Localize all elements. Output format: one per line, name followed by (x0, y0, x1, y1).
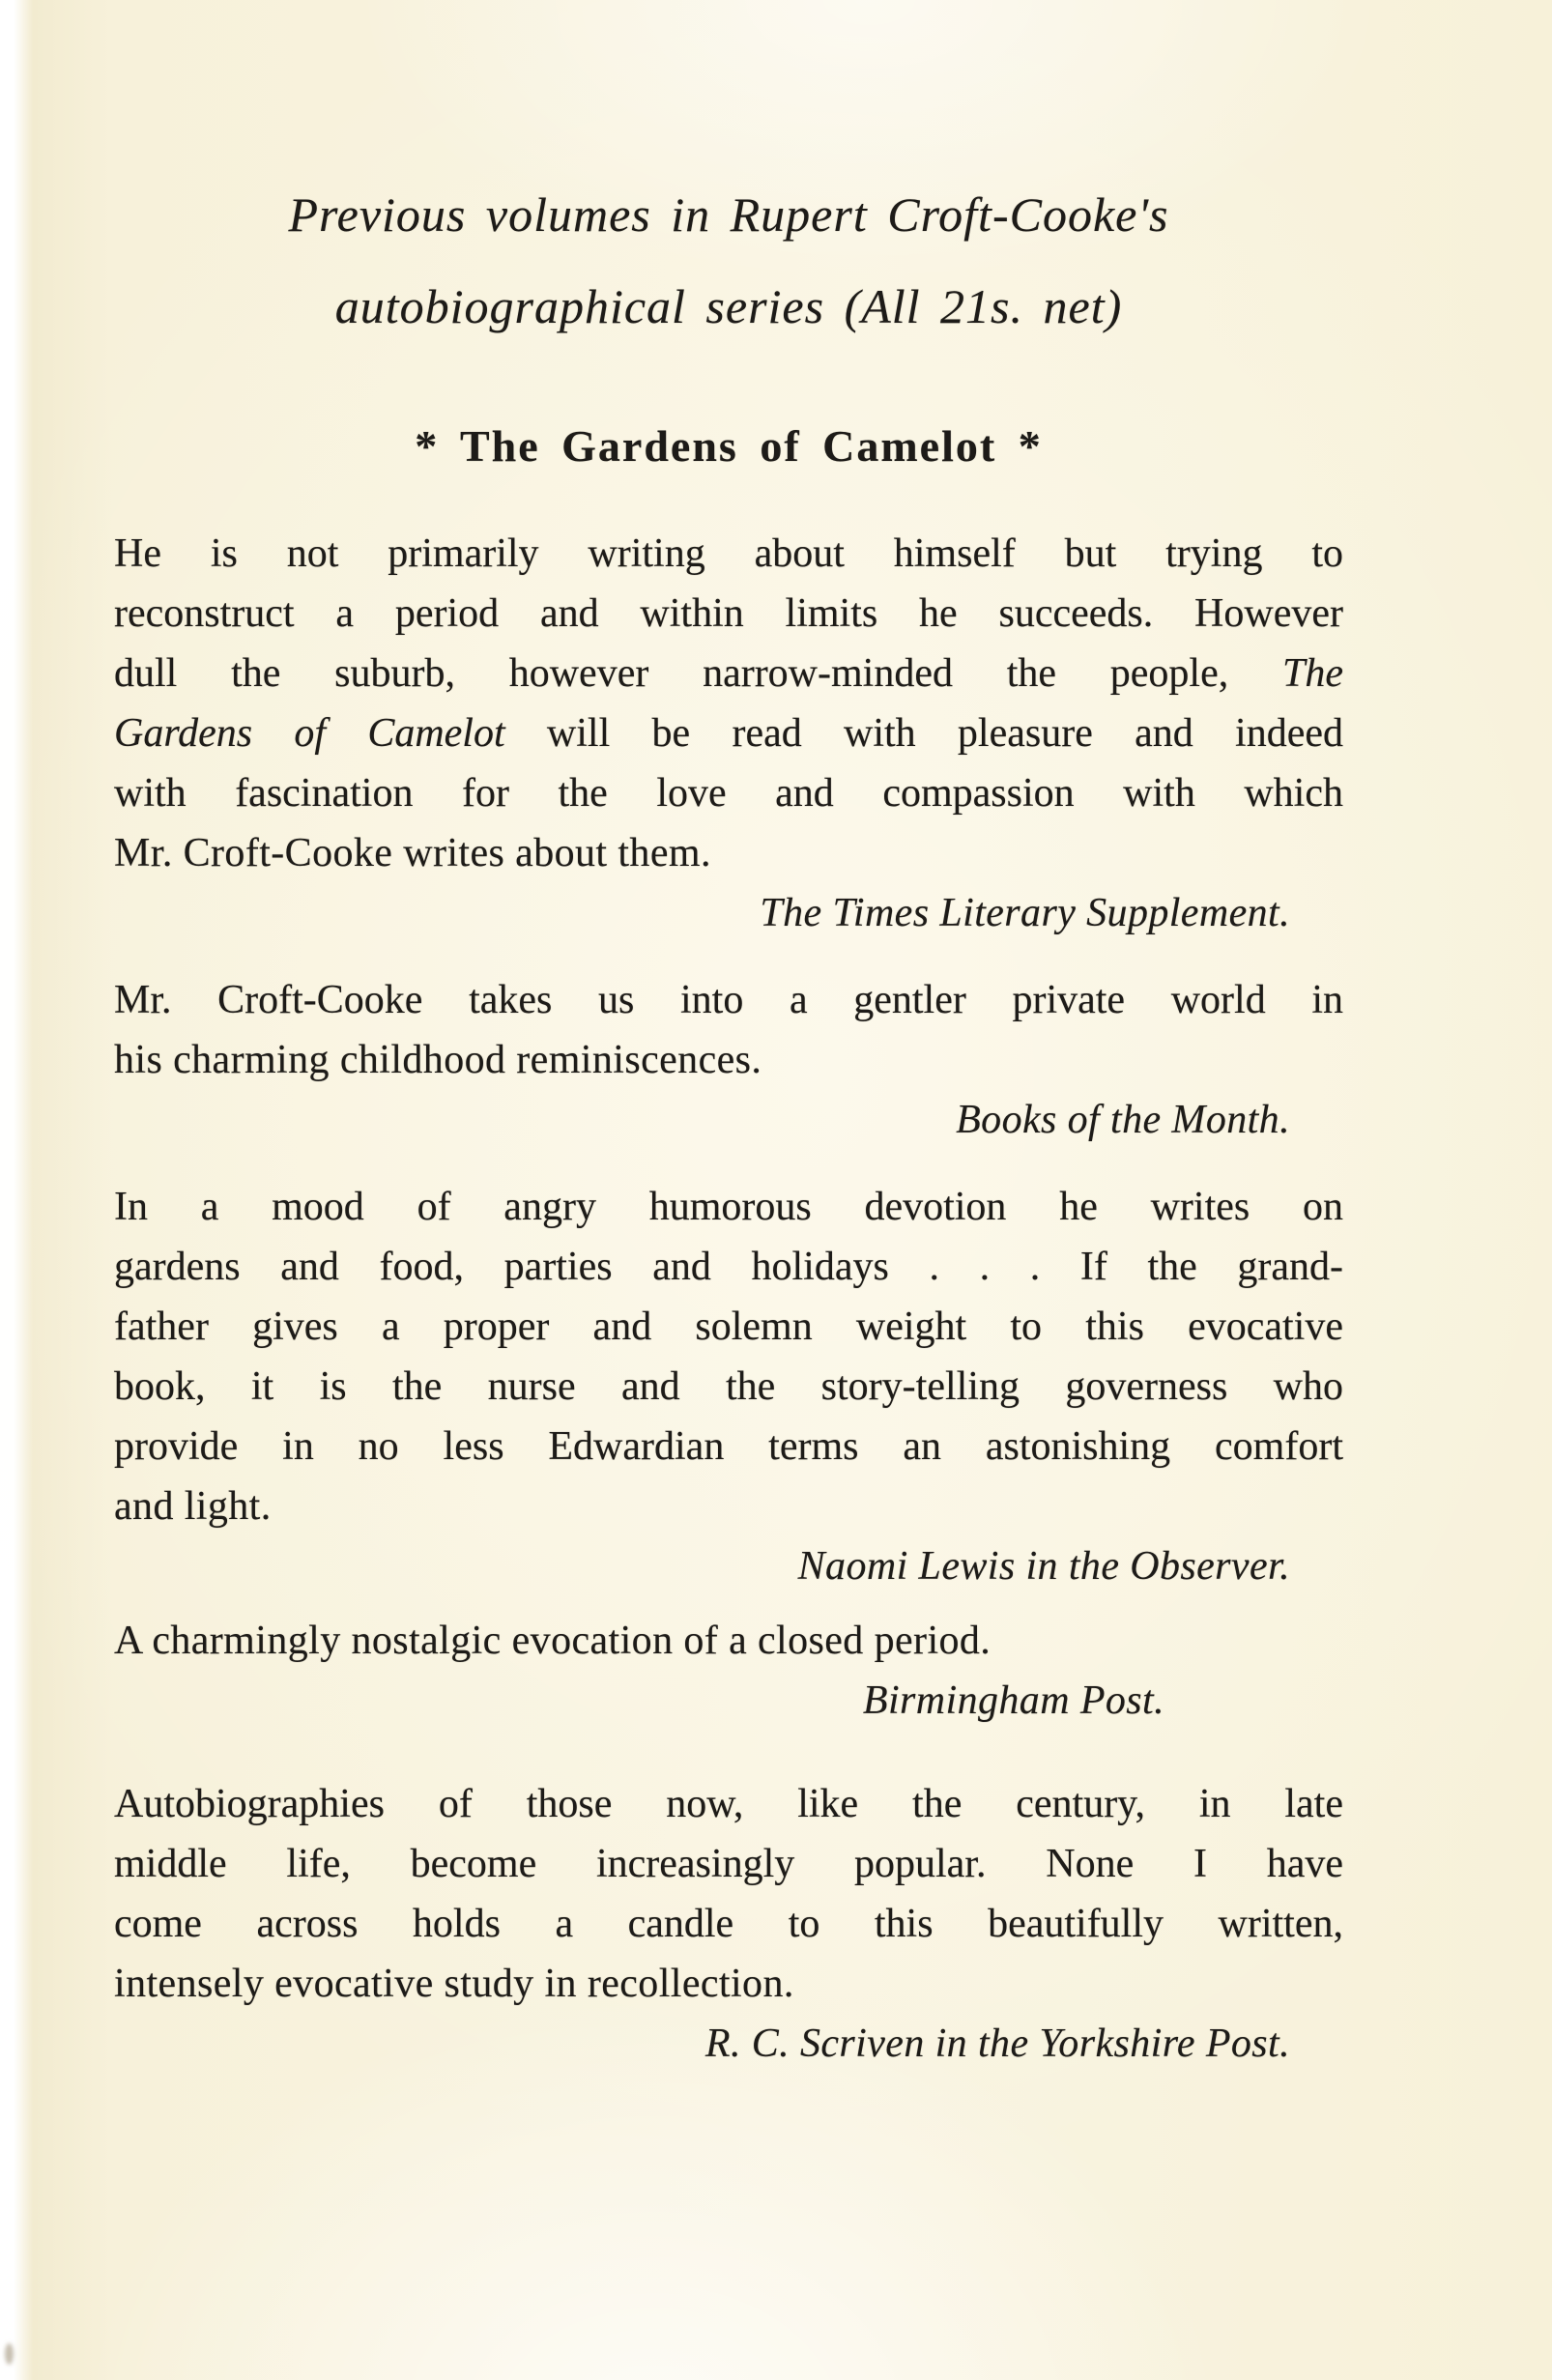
series-heading-line1: Previous volumes in Rupert Croft-Cooke's (288, 187, 1169, 242)
quote-line: Gardens of Camelot will be read with pleasure and indeed (114, 711, 1344, 756)
quote-line: gardens and food, parties and holidays . . . If the grand- (114, 1245, 1343, 1289)
quote-text (114, 1774, 1343, 2014)
review-quote (114, 1611, 1343, 1731)
quote-attribution: Books of the Month. (956, 1098, 1290, 1142)
quote-line: father gives a proper and solemn weight to this evocative (114, 1305, 1343, 1349)
quote-line: In a mood of angry humorous devotion he writes on (114, 1185, 1343, 1229)
quote-line: and light. (114, 1484, 272, 1529)
series-heading-line2: autobiographical series (All 21s. net) (334, 279, 1123, 333)
quote-text (114, 1611, 1343, 1671)
quote-line: book, it is the nurse and the story-telling governess who (114, 1364, 1343, 1409)
quote-line: Mr. Croft-Cooke takes us into a gentler private world in (114, 978, 1343, 1022)
review-quote (114, 970, 1343, 1150)
quote-attribution: The Times Literary Supplement. (760, 891, 1290, 935)
quote-line: come across holds a candle to this beautifully written, (114, 1902, 1343, 1946)
quote-line: with fascination for the love and compassion with which (114, 771, 1343, 816)
quote-line: dull the suburb, however narrow-minded the people, The (114, 651, 1343, 696)
quote-line: He is not primarily writing about himself but trying to (114, 531, 1343, 576)
quote-text (114, 970, 1343, 1090)
quote-line: his charming childhood reminiscences. (114, 1038, 762, 1082)
review-quotes (114, 524, 1343, 2074)
quote-line: Autobiographies of those now, like the century, in late (114, 1782, 1343, 1826)
quote-line: provide in no less Edwardian terms an astonishing comfort (114, 1424, 1343, 1469)
quote-attribution: Birmingham Post. (862, 1678, 1164, 1723)
quote-attribution: Naomi Lewis in the Observer. (797, 1544, 1290, 1589)
quote-line: A charmingly nostalgic evocation of a closed period. (114, 1619, 992, 1663)
quote-line: intensely evocative study in recollection. (114, 1962, 794, 2006)
quote-line: Mr. Croft-Cooke writes about them. (114, 831, 711, 875)
quote-text (114, 1177, 1343, 1536)
series-heading (114, 169, 1343, 353)
quote-attribution: R. C. Scriven in the Yorkshire Post. (704, 2022, 1290, 2066)
book-title: * The Gardens of Camelot * (415, 421, 1043, 471)
scan-smudge (5, 2343, 14, 2365)
quote-line: reconstruct a period and within limits he succeeds. However (114, 591, 1343, 636)
quote-text (114, 524, 1343, 883)
review-quote (114, 1177, 1343, 1596)
review-quote (114, 524, 1343, 943)
page-content (114, 0, 1343, 2074)
quote-line: middle life, become increasingly popular. None I have (114, 1842, 1343, 1886)
review-quote (114, 1774, 1343, 2074)
